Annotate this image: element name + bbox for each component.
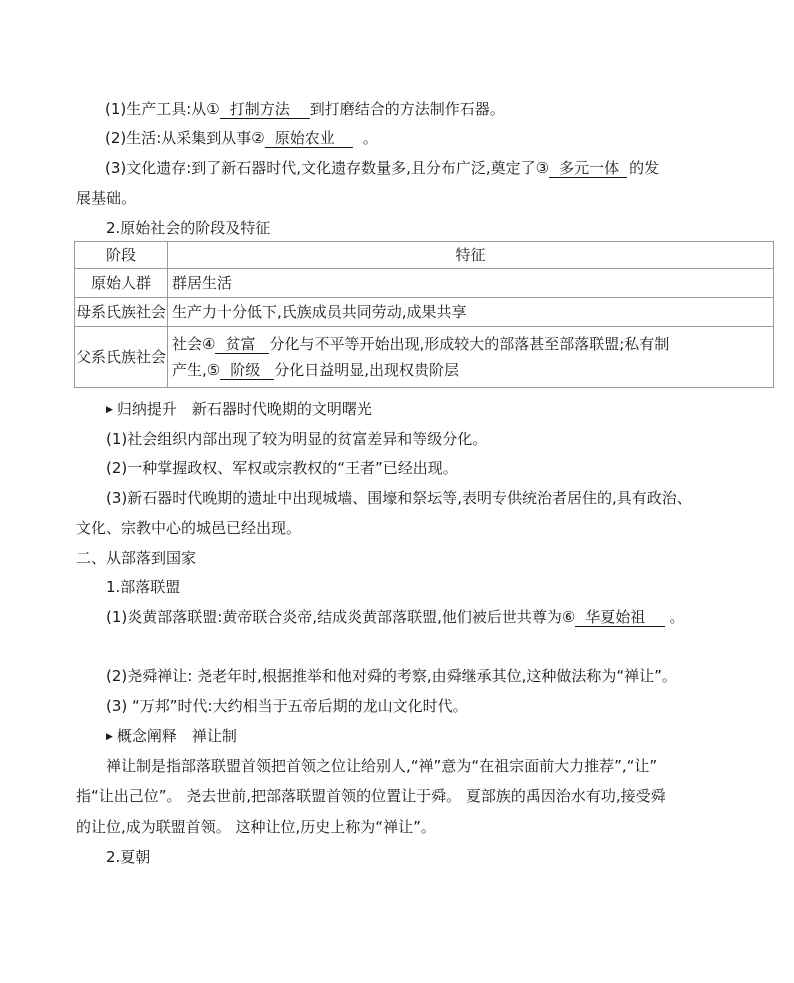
concept-heading	[106, 726, 237, 747]
wanbang-line: (3) “万邦”时代:大约相当于五帝后期的龙山文化时代。	[106, 697, 468, 715]
yaoshun-line: (2)尧舜禅让: 尧老年时,根据推举和他对舜的考察,由舜继承其位,这种做法称为“禅让”。	[106, 667, 677, 685]
concept-text: 禅让制是指部落联盟首领把首领之位让给别人,“禅”意为“在祖宗面前大力推荐”,“让”	[106, 757, 658, 775]
answer-blank-1: 打制方法	[220, 100, 310, 119]
tools-line	[105, 99, 505, 119]
section-heading: 二、从部落到国家	[76, 549, 197, 567]
table-header-row	[75, 242, 774, 269]
summary-heading	[106, 399, 372, 420]
table-row	[75, 298, 774, 327]
subsection-heading: 2.夏朝	[106, 848, 151, 866]
answer-blank-3: 多元一体	[549, 159, 627, 178]
yanhuang-suffix: 。	[669, 608, 685, 626]
feature-text: 社会④	[172, 335, 216, 353]
summary-item: (2)一种掌握政权、军权或宗教权的“王者”已经出现。	[106, 459, 458, 477]
culture-suffix: 的发	[629, 159, 660, 177]
summary-title: 归纳提升 新石器时代晚期的文明曙光	[116, 400, 372, 418]
summary-item-continued: 文化、宗教中心的城邑已经出现。	[76, 519, 302, 537]
stage-cell: 原始人群	[75, 269, 168, 298]
concept-title: 概念阐释 禅让制	[116, 727, 237, 745]
stages-table	[74, 241, 774, 388]
concept-text: 的让位,成为联盟首领。 这种让位,历史上称为“禅让”。	[76, 818, 436, 836]
answer-blank-6: 华夏始祖	[575, 608, 665, 627]
answer-blank-5: 阶级	[220, 361, 274, 380]
header-feature: 特征	[168, 242, 774, 269]
feature-text: 分化与不平等开始出现,形成较大的部落甚至部落联盟;私有制	[269, 335, 670, 353]
tools-suffix: 到打磨结合的方法制作石器。	[309, 100, 505, 118]
stages-title: 2.原始社会的阶段及特征	[106, 219, 271, 237]
tools-prefix: (1)生产工具:从①	[105, 100, 220, 118]
feature-text: 分化日益明显,出现权贵阶层	[274, 361, 460, 379]
yanhuang-prefix: (1)炎黄部落联盟:黄帝联合炎帝,结成炎黄部落联盟,他们被后世共尊为⑥	[106, 608, 576, 626]
life-line	[105, 128, 378, 148]
concept-text: 指“让出己位”。 尧去世前,把部落联盟首领的位置让于舜。 夏部族的禹因治水有功,接受舜	[76, 787, 666, 805]
triangle-marker-icon: ▶	[106, 732, 113, 742]
culture-line	[105, 158, 659, 178]
summary-item: (3)新石器时代晚期的遗址中出现城墙、围壕和祭坛等,表明专供统治者居住的,具有政治、	[106, 489, 692, 507]
answer-blank-4: 贫富	[215, 335, 269, 354]
triangle-marker-icon: ▶	[106, 405, 113, 415]
table-row	[75, 327, 774, 388]
life-suffix: 。	[362, 129, 378, 147]
answer-blank-2: 原始农业	[265, 129, 353, 148]
subsection-heading: 1.部落联盟	[106, 578, 181, 596]
feature-text: 产生,⑤	[172, 361, 221, 379]
culture-prefix: (3)文化遗存:到了新石器时代,文化遗存数量多,且分布广泛,奠定了③	[105, 159, 550, 177]
stage-cell: 父系氏族社会	[75, 327, 168, 388]
header-stage: 阶段	[75, 242, 168, 269]
feature-cell: 群居生活	[168, 269, 774, 298]
feature-cell: 生产力十分低下,氏族成员共同劳动,成果共享	[168, 298, 774, 327]
yanhuang-line	[106, 607, 684, 627]
table-row	[75, 269, 774, 298]
feature-cell	[168, 327, 774, 388]
culture-line-2: 展基础。	[76, 189, 137, 207]
stage-cell: 母系氏族社会	[75, 298, 168, 327]
summary-item: (1)社会组织内部出现了较为明显的贫富差异和等级分化。	[106, 430, 488, 448]
life-prefix: (2)生活:从采集到从事②	[105, 129, 265, 147]
